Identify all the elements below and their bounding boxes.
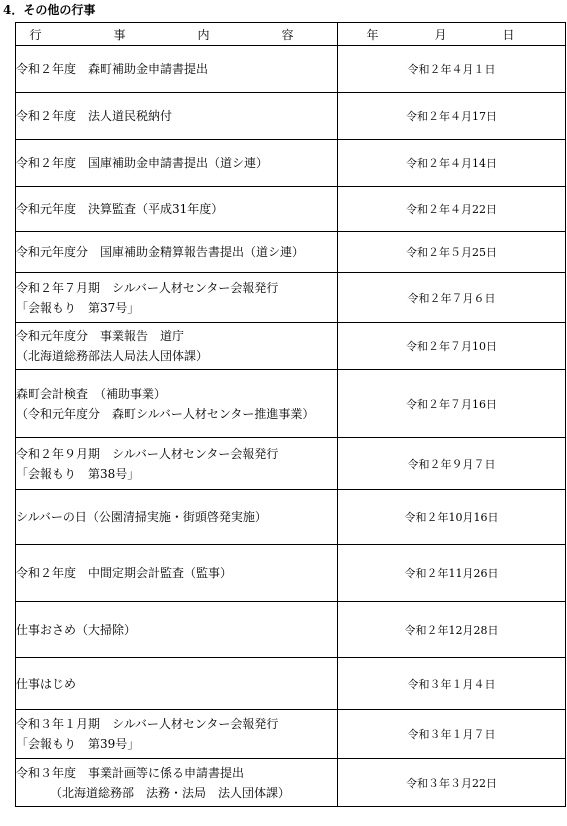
- event-line: 仕事はじめ: [16, 676, 77, 691]
- event-line: 令和２年度 森町補助金申請書提出: [16, 62, 209, 76]
- event-cell: [16, 93, 338, 140]
- event-line: 令和３年１月期 シルバー人材センター会報発行: [16, 717, 279, 731]
- event-line: 令和２年度 中間定期会計監査（監事）: [16, 566, 233, 580]
- date-cell: 令和３年１月４日: [338, 658, 566, 710]
- table-row: [16, 759, 566, 807]
- event-line: （北海道総務部法人局法人団体課）: [16, 349, 209, 363]
- date-cell: 令和２年10月16日: [338, 490, 566, 545]
- column-header-event: 行 事 内 容: [16, 23, 338, 46]
- date-cell: 令和２年９月７日: [338, 438, 566, 490]
- event-line: 令和２年７月期 シルバー人材センター会報発行: [16, 280, 279, 295]
- date-cell: 令和２年４月14日: [338, 140, 566, 187]
- date-cell: 令和３年３月22日: [338, 759, 566, 807]
- date-cell: 令和２年４月１日: [338, 46, 566, 93]
- date-cell: 令和２年12月28日: [338, 602, 566, 658]
- event-line: 令和２年９月期 シルバー人材センター会報発行: [16, 446, 279, 461]
- date-cell: 令和３年１月７日: [338, 710, 566, 759]
- event-line: シルバーの日（公園清掃実施・街頭啓発実施）: [16, 510, 267, 524]
- event-cell: [16, 710, 338, 759]
- event-cell: [16, 658, 338, 710]
- table-row: [16, 602, 566, 658]
- table-row: [16, 438, 566, 490]
- table-row: [16, 140, 566, 187]
- event-line: 令和元年度分 事業報告 道庁: [16, 329, 185, 343]
- event-cell: [16, 602, 338, 658]
- date-cell: 令和２年７月10日: [338, 323, 566, 370]
- event-line: 令和３年度 事業計画等に係る申請書提出: [16, 765, 245, 780]
- event-line: 令和元年度 決算監査（平成31年度）: [16, 202, 224, 216]
- event-cell: [16, 490, 338, 545]
- event-line: 仕事おさめ（大掃除）: [16, 622, 137, 637]
- event-cell: [16, 323, 338, 370]
- table-row: [16, 710, 566, 759]
- table-row: [16, 93, 566, 140]
- event-line: 令和元年度分 国庫補助金精算報告書提出（道シ連）: [16, 245, 305, 259]
- table-row: [16, 323, 566, 370]
- event-line: 「会報もり 第38号」: [16, 466, 140, 481]
- event-cell: [16, 438, 338, 490]
- event-line: （北海道総務部 法務・法局 法人団体課）: [50, 785, 291, 800]
- event-line: 森町会計検査 （補助事業）: [16, 386, 167, 401]
- date-cell: 令和２年７月６日: [338, 273, 566, 323]
- event-cell: [16, 273, 338, 323]
- date-cell: 令和２年11月26日: [338, 545, 566, 602]
- events-table: [15, 22, 566, 807]
- date-cell: 令和２年５月25日: [338, 232, 566, 273]
- table-row: [16, 273, 566, 323]
- table-row: [16, 490, 566, 545]
- table-row: [16, 658, 566, 710]
- date-cell: 令和２年４月22日: [338, 187, 566, 232]
- table-row: [16, 545, 566, 602]
- event-cell: [16, 545, 338, 602]
- event-line: 令和２年度 法人道民税納付: [16, 109, 173, 123]
- event-cell: [16, 46, 338, 93]
- event-cell: [16, 232, 338, 273]
- date-cell: 令和２年４月17日: [338, 93, 566, 140]
- header-row: [16, 23, 566, 46]
- event-cell: [16, 187, 338, 232]
- event-line: 「会報もり 第37号」: [16, 300, 140, 315]
- table-row: [16, 370, 566, 438]
- event-line: 令和２年度 国庫補助金申請書提出（道シ連）: [16, 156, 269, 170]
- event-cell: [16, 759, 338, 807]
- event-cell: [16, 370, 338, 438]
- table-row: [16, 46, 566, 93]
- event-cell: [16, 140, 338, 187]
- date-cell: 令和２年７月16日: [338, 370, 566, 438]
- event-line: （令和元年度分 森町シルバー人材センター推進事業）: [16, 406, 315, 421]
- event-line: 「会報もり 第39号」: [16, 737, 140, 751]
- table-row: [16, 187, 566, 232]
- column-header-date: 年 月 日: [338, 23, 566, 46]
- table-row: [16, 232, 566, 273]
- section-heading: 4．その他の行事: [3, 3, 96, 17]
